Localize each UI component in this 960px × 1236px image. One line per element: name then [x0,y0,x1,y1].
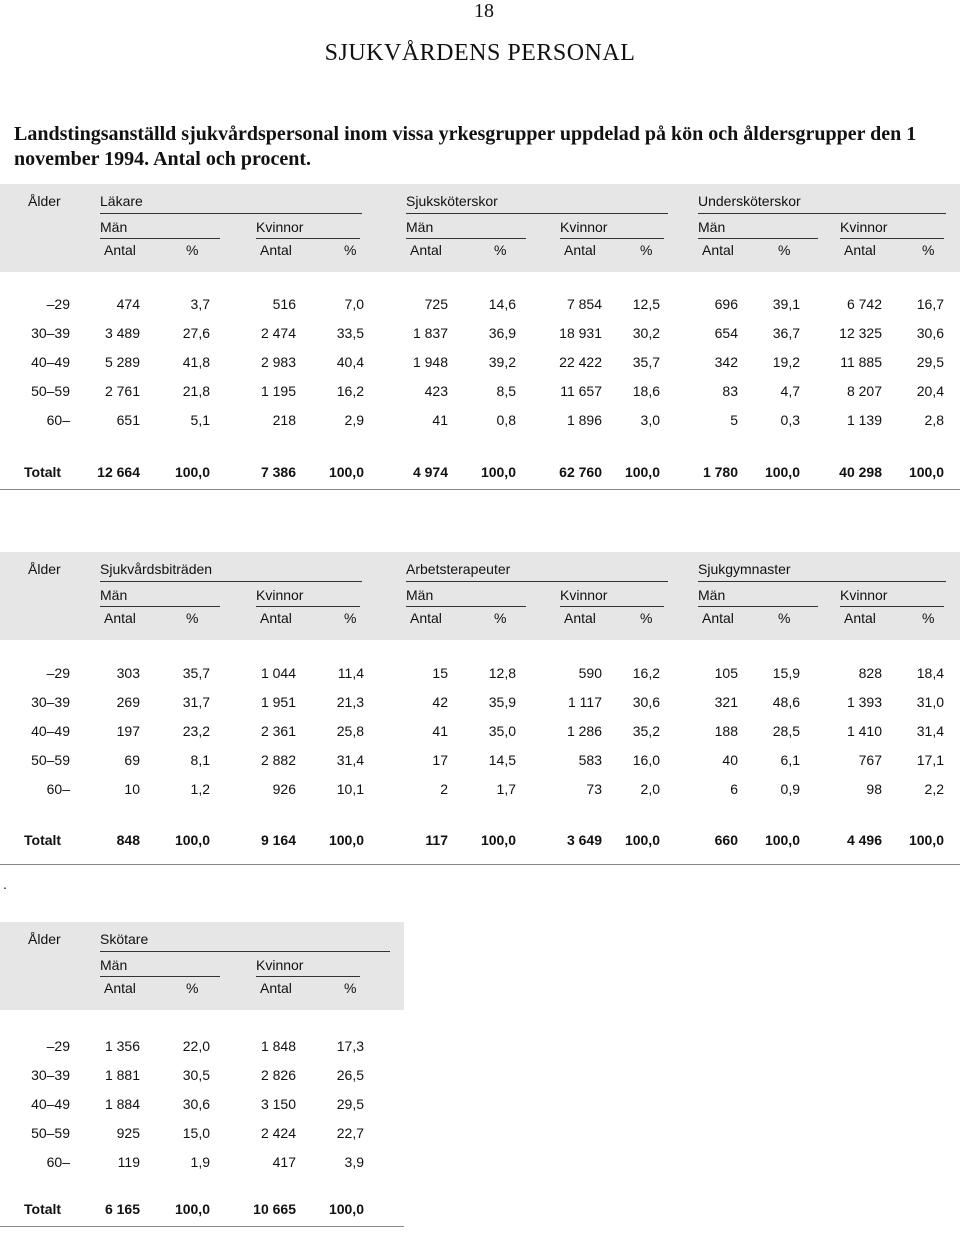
column-header-percent: % [494,610,507,626]
column-header-antal: Antal [104,242,136,258]
age-group: 50–59 [31,752,70,768]
cell-percent: 23,2 [182,723,210,739]
cell-percent: 15,0 [182,1125,210,1141]
age-group: –29 [46,665,70,681]
cell-antal: 1 139 [846,412,882,428]
cell-percent: 14,5 [488,752,516,768]
column-header-percent: % [922,610,935,626]
table-row [0,383,960,405]
cell-percent: 17,3 [336,1038,364,1054]
subgroup-rule [100,238,220,239]
column-header-antal: Antal [702,610,734,626]
column-header-antal: Antal [260,980,292,996]
column-header-antal: Antal [104,610,136,626]
cell-antal: 12 664 [97,464,140,480]
age-group: 40–49 [31,354,70,370]
group-rule [100,581,362,582]
table-caption: Landstingsanställd sjukvårdspersonal inom vissa yrkesgrupper uppdelad på kön och åldersgrupper den 1 november 1994. Antal och procent. [14,123,917,170]
column-header-antal: Antal [260,610,292,626]
group-rule [698,581,946,582]
subgroup-rule [698,238,818,239]
subheader-kvinnor: Kvinnor [256,957,304,973]
subheader-kvinnor: Kvinnor [840,587,888,603]
subgroup-rule [100,976,220,977]
subgroup-rule [840,238,944,239]
subheader-man: Män [698,587,726,603]
cell-percent: 21,8 [182,383,210,399]
cell-antal: 925 [116,1125,140,1141]
cell-percent: 31,4 [916,723,944,739]
cell-antal: 12 325 [839,325,882,341]
subgroup-rule [256,606,360,607]
cell-percent: 3,0 [640,412,660,428]
cell-antal: 590 [578,665,602,681]
column-header-percent: % [494,242,507,258]
age-group: –29 [46,296,70,312]
group-rule [406,581,668,582]
cell-percent: 14,6 [488,296,516,312]
group-header: Undersköterskor [698,193,801,209]
subheader-kvinnor: Kvinnor [560,587,608,603]
subheader-man: Män [100,587,128,603]
cell-antal: 41 [432,412,448,428]
cell-antal: 926 [272,781,296,797]
column-header-antal: Antal [564,610,596,626]
cell-percent: 17,1 [916,752,944,768]
column-header-percent: % [922,242,935,258]
cell-percent: 16,2 [632,665,660,681]
group-header: Arbetsterapeuter [406,561,511,577]
cell-percent: 39,2 [488,354,516,370]
column-header-percent: % [186,980,199,996]
column-header-alder: Ålder [28,561,61,577]
table-row [0,665,960,687]
subgroup-rule [698,606,818,607]
cell-antal: 22 422 [559,354,602,370]
cell-percent: 100,0 [764,464,800,480]
cell-antal: 119 [117,1154,140,1170]
page-number: 18 [474,0,494,22]
table-row [0,781,960,803]
cell-antal: 218 [272,412,296,428]
cell-percent: 1,9 [190,1154,210,1170]
cell-percent: 29,5 [916,354,944,370]
cell-antal: 7 854 [566,296,602,312]
cell-antal: 1 410 [846,723,882,739]
cell-percent: 28,5 [772,723,800,739]
subgroup-rule [840,606,944,607]
cell-percent: 2,8 [924,412,944,428]
table-row [0,752,960,774]
age-group: 50–59 [31,1125,70,1141]
table-row [0,1154,404,1176]
cell-antal: 417 [272,1154,296,1170]
group-header: Sjukvårdsbiträden [100,561,213,577]
cell-antal: 6 165 [104,1201,140,1217]
group-header: Läkare [100,193,143,209]
cell-percent: 36,7 [772,325,800,341]
table-header [0,552,960,640]
column-header-antal: Antal [844,610,876,626]
table-row [0,325,960,347]
column-header-percent: % [344,610,357,626]
group-rule [100,213,362,214]
table-lakare-sjukskoterskor-underskoterskor [0,184,960,491]
cell-antal: 4 496 [846,832,882,848]
cell-antal: 696 [714,296,738,312]
column-header-antal: Antal [564,242,596,258]
cell-antal: 11 885 [840,354,882,370]
table-row [0,1038,404,1060]
cell-percent: 18,4 [916,665,944,681]
cell-percent: 100,0 [328,832,364,848]
cell-antal: 6 742 [846,296,882,312]
column-header-percent: % [640,242,653,258]
cell-percent: 2,2 [924,781,944,797]
table-row [0,1096,404,1118]
age-group: 60– [46,1154,70,1170]
cell-antal: 1 848 [260,1038,296,1054]
cell-percent: 35,9 [488,694,516,710]
cell-antal: 767 [858,752,882,768]
cell-antal: 1 393 [846,694,882,710]
cell-antal: 828 [858,665,882,681]
total-row [0,1201,404,1223]
table-bottom-rule [0,864,960,865]
cell-antal: 1 837 [412,325,448,341]
cell-percent: 0,8 [496,412,516,428]
column-header-antal: Antal [410,610,442,626]
age-group: 60– [46,412,70,428]
column-header-percent: % [640,610,653,626]
cell-antal: 3 649 [566,832,602,848]
cell-antal: 7 386 [260,464,296,480]
column-header-percent: % [344,242,357,258]
cell-percent: 31,4 [336,752,364,768]
cell-percent: 26,5 [336,1067,364,1083]
column-header-percent: % [778,610,791,626]
cell-antal: 105 [714,665,738,681]
cell-percent: 100,0 [480,464,516,480]
cell-percent: 100,0 [174,1201,210,1217]
cell-antal: 117 [425,832,448,848]
cell-antal: 1 286 [566,723,602,739]
cell-percent: 30,6 [916,325,944,341]
cell-percent: 39,1 [772,296,800,312]
cell-antal: 3 489 [104,325,140,341]
cell-percent: 6,1 [780,752,800,768]
cell-percent: 27,6 [182,325,210,341]
cell-antal: 660 [714,832,738,848]
cell-percent: 29,5 [336,1096,364,1112]
age-group: 40–49 [31,723,70,739]
cell-antal: 41 [432,723,448,739]
cell-percent: 16,0 [632,752,660,768]
subheader-man: Män [406,219,434,235]
table-row [0,694,960,716]
subheader-man: Män [406,587,434,603]
cell-antal: 848 [116,832,140,848]
subgroup-rule [256,976,360,977]
cell-antal: 303 [116,665,140,681]
cell-antal: 3 150 [260,1096,296,1112]
subheader-kvinnor: Kvinnor [256,219,304,235]
cell-percent: 22,0 [182,1038,210,1054]
column-header-antal: Antal [410,242,442,258]
cell-antal: 2 826 [260,1067,296,1083]
cell-antal: 6 [730,781,738,797]
cell-percent: 15,9 [772,665,800,681]
cell-percent: 8,5 [496,383,516,399]
cell-antal: 2 882 [260,752,296,768]
subheader-kvinnor: Kvinnor [560,219,608,235]
cell-antal: 342 [714,354,738,370]
cell-antal: 2 424 [260,1125,296,1141]
table-row [0,354,960,376]
cell-antal: 654 [714,325,738,341]
total-label: Totalt [24,1201,62,1217]
cell-percent: 41,8 [182,354,210,370]
cell-percent: 12,5 [632,296,660,312]
stray-dot: . [3,876,7,892]
group-rule [406,213,668,214]
cell-percent: 30,2 [632,325,660,341]
column-header-alder: Ålder [28,193,61,209]
cell-percent: 0,3 [780,412,800,428]
cell-percent: 35,0 [488,723,516,739]
cell-percent: 7,0 [344,296,364,312]
subgroup-rule [100,606,220,607]
cell-percent: 12,8 [488,665,516,681]
table-header [0,184,960,272]
cell-percent: 100,0 [624,832,660,848]
cell-percent: 100,0 [328,464,364,480]
cell-percent: 35,2 [632,723,660,739]
column-header-antal: Antal [104,980,136,996]
cell-percent: 10,1 [336,781,364,797]
cell-antal: 423 [424,383,448,399]
cell-antal: 40 298 [839,464,882,480]
cell-percent: 16,2 [336,383,364,399]
cell-antal: 725 [424,296,448,312]
column-header-antal: Antal [260,242,292,258]
column-header-percent: % [344,980,357,996]
column-header-antal: Antal [702,242,734,258]
cell-antal: 1 884 [104,1096,140,1112]
cell-percent: 35,7 [632,354,660,370]
column-header-percent: % [186,242,199,258]
cell-antal: 9 164 [260,832,296,848]
cell-percent: 31,0 [916,694,944,710]
cell-percent: 1,2 [190,781,210,797]
cell-antal: 62 760 [559,464,602,480]
cell-antal: 1 951 [260,694,296,710]
cell-percent: 100,0 [908,464,944,480]
column-header-antal: Antal [844,242,876,258]
cell-antal: 583 [578,752,602,768]
table-header [0,922,404,1010]
cell-antal: 98 [866,781,882,797]
table-sjukvardsbitraden-arbetsterapeuter-sjukgymnaster [0,552,960,866]
subgroup-rule [256,238,360,239]
group-rule [100,951,390,952]
cell-percent: 31,7 [182,694,210,710]
cell-percent: 100,0 [764,832,800,848]
cell-antal: 2 [440,781,448,797]
subheader-kvinnor: Kvinnor [256,587,304,603]
cell-antal: 42 [432,694,448,710]
table-skotare [0,922,404,1228]
cell-percent: 40,4 [336,354,364,370]
cell-antal: 2 474 [260,325,296,341]
group-rule [698,213,946,214]
total-label: Totalt [24,464,62,480]
cell-percent: 100,0 [174,832,210,848]
cell-antal: 1 356 [104,1038,140,1054]
subheader-man: Män [100,219,128,235]
subheader-man: Män [100,957,128,973]
cell-antal: 11 657 [560,383,602,399]
cell-percent: 1,7 [496,781,516,797]
cell-percent: 19,2 [772,354,800,370]
group-header: Sjuksköterskor [406,193,498,209]
table-bottom-rule [0,1226,404,1227]
cell-antal: 40 [722,752,738,768]
cell-antal: 1 117 [568,694,602,710]
subgroup-rule [560,606,664,607]
cell-percent: 48,6 [772,694,800,710]
total-label: Totalt [24,832,62,848]
cell-antal: 18 931 [559,325,602,341]
table-row [0,723,960,745]
column-header-percent: % [778,242,791,258]
group-header: Skötare [100,931,149,947]
age-group: 40–49 [31,1096,70,1112]
cell-antal: 2 361 [260,723,296,739]
table-row [0,412,960,434]
cell-percent: 4,7 [780,383,800,399]
cell-antal: 69 [124,752,140,768]
cell-antal: 1 896 [566,412,602,428]
cell-percent: 100,0 [624,464,660,480]
table-row [0,296,960,318]
page-title: SJUKVÅRDENS PERSONAL [324,40,636,66]
cell-antal: 321 [714,694,738,710]
cell-percent: 25,8 [336,723,364,739]
total-row [0,832,960,854]
cell-percent: 33,5 [336,325,364,341]
cell-percent: 20,4 [916,383,944,399]
subgroup-rule [560,238,664,239]
table-row [0,1125,404,1147]
cell-percent: 30,5 [182,1067,210,1083]
cell-antal: 10 [124,781,140,797]
cell-percent: 30,6 [182,1096,210,1112]
cell-antal: 1 195 [260,383,296,399]
cell-percent: 30,6 [632,694,660,710]
age-group: 30–39 [31,694,70,710]
age-group: –29 [46,1038,70,1054]
cell-percent: 100,0 [908,832,944,848]
subgroup-rule [406,606,526,607]
cell-antal: 1 881 [104,1067,140,1083]
subheader-kvinnor: Kvinnor [840,219,888,235]
cell-antal: 2 761 [104,383,140,399]
total-row [0,464,960,486]
cell-percent: 16,7 [916,296,944,312]
cell-antal: 2 983 [260,354,296,370]
cell-percent: 2,0 [640,781,660,797]
subheader-man: Män [698,219,726,235]
cell-antal: 1 044 [260,665,296,681]
cell-percent: 18,6 [632,383,660,399]
cell-antal: 269 [116,694,140,710]
age-group: 50–59 [31,383,70,399]
table-bottom-rule [0,489,960,490]
age-group: 60– [46,781,70,797]
cell-antal: 188 [714,723,738,739]
cell-antal: 83 [722,383,738,399]
column-header-percent: % [186,610,199,626]
cell-percent: 3,9 [344,1154,364,1170]
cell-antal: 197 [116,723,140,739]
subgroup-rule [406,238,526,239]
cell-percent: 0,9 [780,781,800,797]
cell-antal: 1 948 [412,354,448,370]
group-header: Sjukgymnaster [698,561,791,577]
cell-antal: 5 [730,412,738,428]
cell-antal: 17 [432,752,448,768]
cell-antal: 15 [432,665,448,681]
cell-antal: 651 [116,412,140,428]
cell-percent: 100,0 [174,464,210,480]
cell-antal: 8 207 [846,383,882,399]
cell-antal: 73 [586,781,602,797]
cell-percent: 2,9 [344,412,364,428]
cell-percent: 5,1 [190,412,210,428]
cell-percent: 35,7 [182,665,210,681]
age-group: 30–39 [31,1067,70,1083]
column-header-alder: Ålder [28,931,61,947]
cell-antal: 5 289 [104,354,140,370]
cell-percent: 3,7 [190,296,210,312]
cell-antal: 516 [272,296,296,312]
cell-antal: 10 665 [253,1201,296,1217]
cell-percent: 11,4 [337,665,364,681]
cell-percent: 36,9 [488,325,516,341]
cell-percent: 21,3 [336,694,364,710]
table-row [0,1067,404,1089]
cell-percent: 100,0 [480,832,516,848]
cell-antal: 474 [116,296,140,312]
age-group: 30–39 [31,325,70,341]
cell-percent: 100,0 [328,1201,364,1217]
cell-antal: 4 974 [412,464,448,480]
cell-percent: 22,7 [336,1125,364,1141]
cell-percent: 8,1 [190,752,210,768]
cell-antal: 1 780 [702,464,738,480]
